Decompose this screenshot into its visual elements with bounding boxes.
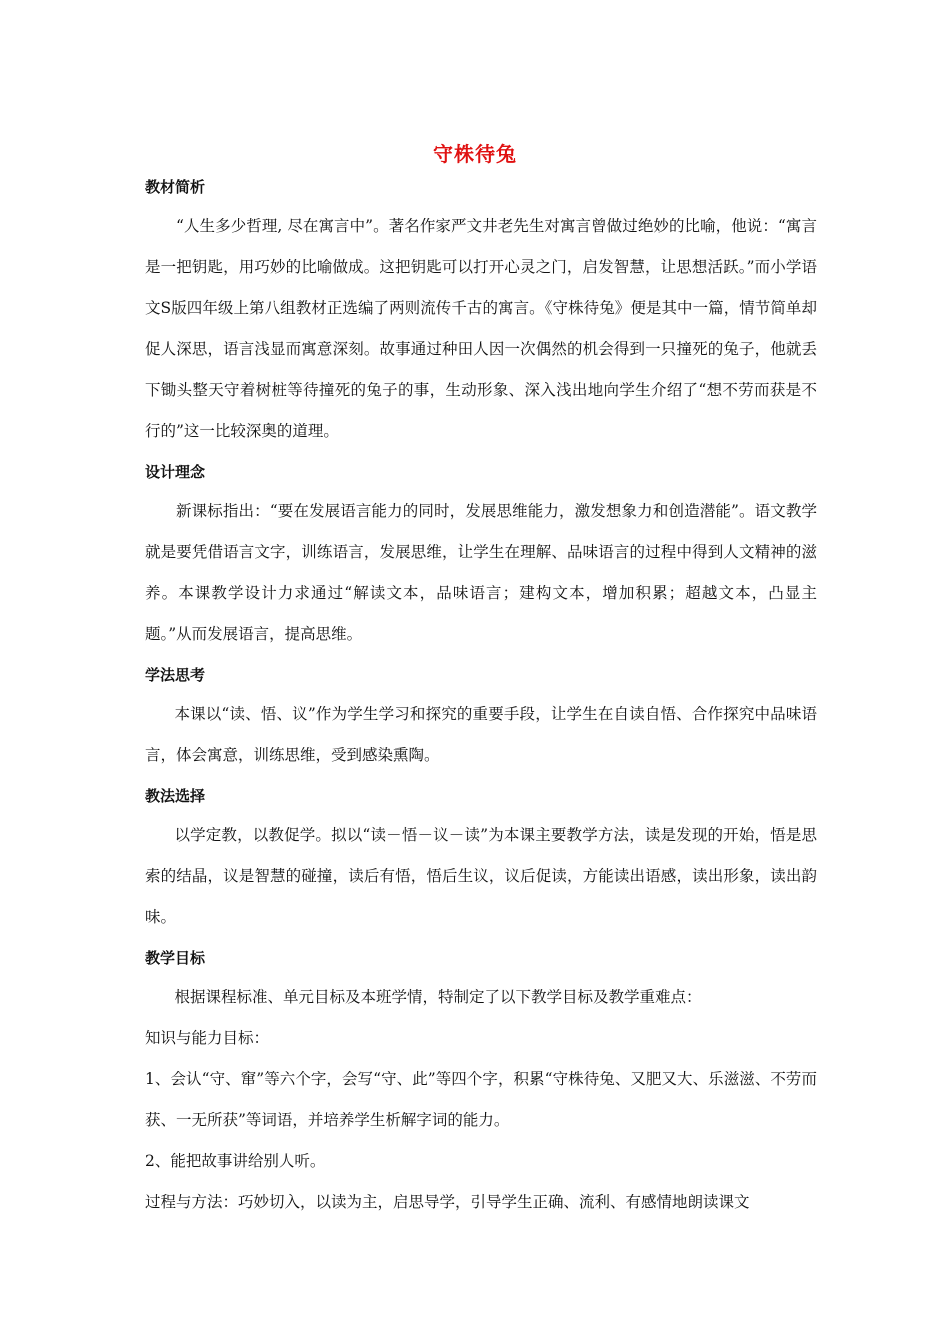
goal-line: 1、会认“守、窜”等六个字，会写“守、此”等四个字，积累“守株待兔、又肥又大、乐滋滋、不劳而获、一无所获”等词语，并培养学生析解字词的能力。: [145, 1070, 817, 1129]
section-teaching-goals: [145, 948, 817, 1223]
goal-line: 过程与方法：巧妙切入，以读为主，启思导学，引导学生正确、流利、有感情地朗读课文: [145, 1193, 750, 1211]
section-design-concept: [145, 462, 817, 655]
section-intro: 根据课程标准、单元目标及本班学情，特制定了以下教学目标及教学重难点：: [174, 988, 702, 1006]
section-paragraph: 新课标指出：“要在发展语言能力的同时，发展思维能力，激发想象力和创造潜能”。语文教学就是要凭借语言文字，训练语言，发展思维，让学生在理解、品味语言的过程中得到人文精神的滋养。本课教学设计力求通过“解读文本，品味语言；建构文本，增加积累；超越文本，凸显主题。”从而发展语言，提高思维。: [145, 502, 817, 643]
section-teaching-method: [145, 786, 817, 938]
section-heading: 教材简析: [145, 178, 206, 196]
section-heading: 设计理念: [145, 463, 206, 481]
section-paragraph: 以学定教，以教促学。拟以“读－悟－议－读”为本课主要教学方法，读是发现的开始，悟是思索的结晶，议是智慧的碰撞，读后有悟，悟后生议，议后促读，方能读出语感，读出形象，读出韵味。: [145, 826, 817, 926]
document-title: 守株待兔: [433, 142, 517, 166]
section-paragraph: 本课以“读、悟、议”作为学生学习和探究的重要手段，让学生在自读自悟、合作探究中品味语言，体会寓意，训练思维，受到感染熏陶。: [145, 705, 817, 764]
section-learning-method: [145, 665, 817, 776]
goal-line: 2、能把故事讲给别人听。: [145, 1152, 326, 1170]
section-heading: 教学目标: [145, 949, 206, 967]
section-heading: 教法选择: [145, 787, 206, 805]
goal-line: 知识与能力目标：: [145, 1029, 270, 1047]
section-paragraph: “人生多少哲理, 尽在寓言中”。著名作家严文井老先生对寓言曾做过绝妙的比喻，他说：“寓言是一把钥匙，用巧妙的比喻做成。这把钥匙可以打开心灵之门，启发智慧，让思想活跃。”而小学语文S版四年级上第八组教材正选编了两则流传千古的寓言。《守株待兔》便是其中一篇，情节简单却促人深思，语言浅显而寓意深刻。故事通过种田人因一次偶然的机会得到一只撞死的兔子，他就丢下锄头整天守着树桩等待撞死的兔子的事，生动形象、深入浅出地向学生介绍了“想不劳而获是不行的”这一比较深奥的道理。: [145, 217, 817, 440]
document-body: [145, 177, 817, 1233]
section-textbook-analysis: [145, 177, 817, 452]
section-heading: 学法思考: [145, 666, 206, 684]
